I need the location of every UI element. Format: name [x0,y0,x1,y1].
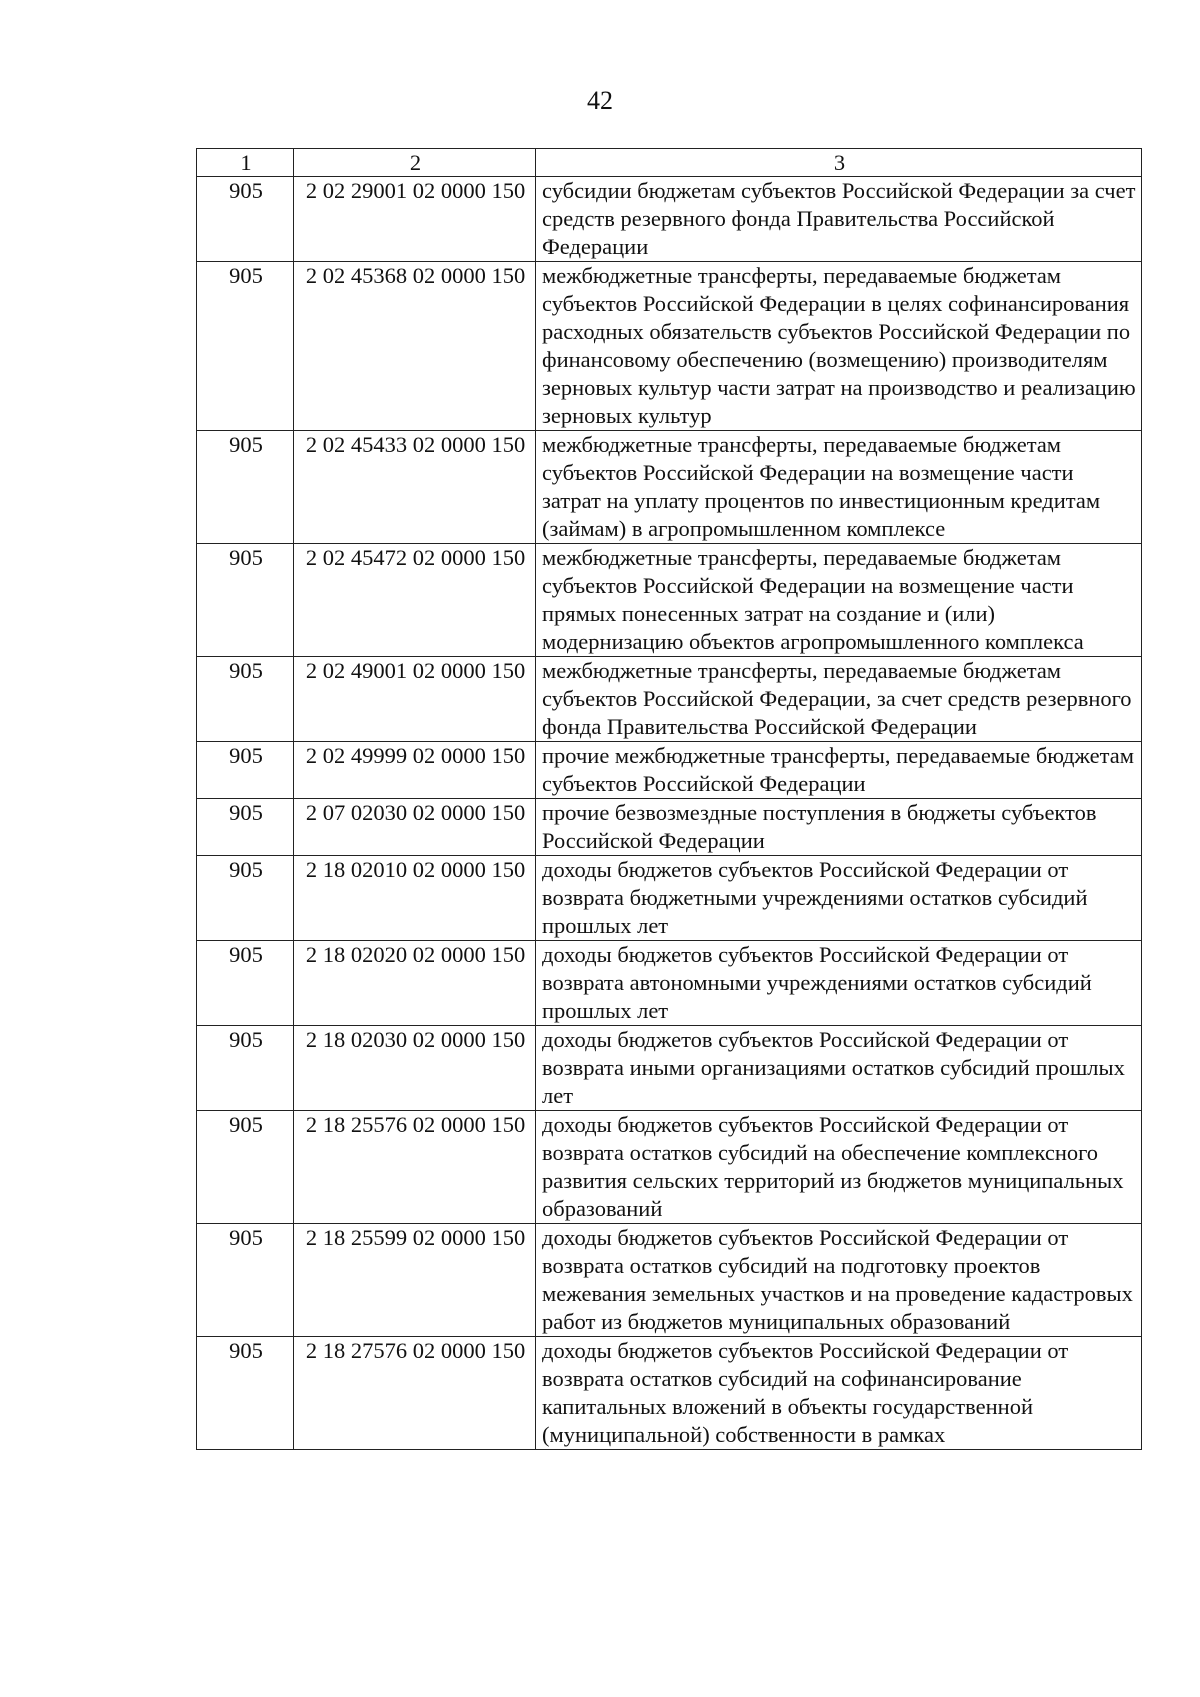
column-header-1: 1 [197,149,294,177]
admin-code-cell: 905 [197,1026,294,1111]
budget-code-cell: 2 18 25599 02 0000 150 [294,1224,536,1337]
admin-code-cell: 905 [197,799,294,856]
table-row [197,799,1142,856]
table-row [197,431,1142,544]
admin-code-cell: 905 [197,657,294,742]
column-header-3: 3 [536,149,1142,177]
admin-code-cell: 905 [197,856,294,941]
admin-code-cell: 905 [197,941,294,1026]
description-cell: доходы бюджетов субъектов Российской Федерации от возврата автономными учреждениями остатков субсидий прошлых лет [536,941,1142,1026]
admin-code-cell: 905 [197,1337,294,1450]
revenue-codes-table [196,148,1142,1450]
description-cell: прочие безвозмездные поступления в бюджеты субъектов Российской Федерации [536,799,1142,856]
description-cell: доходы бюджетов субъектов Российской Федерации от возврата остатков субсидий на софинансирование капитальных вложений в объекты государственной (муниципальной) собственности в рамках [536,1337,1142,1450]
table-body [197,177,1142,1450]
table-row [197,544,1142,657]
budget-code-cell: 2 18 02020 02 0000 150 [294,941,536,1026]
table-row [197,1026,1142,1111]
admin-code-cell: 905 [197,431,294,544]
budget-code-cell: 2 07 02030 02 0000 150 [294,799,536,856]
column-header-2: 2 [294,149,536,177]
table-row [197,177,1142,262]
description-cell: доходы бюджетов субъектов Российской Федерации от возврата остатков субсидий на обеспечение комплексного развития сельских территорий из бюджетов муниципальных образований [536,1111,1142,1224]
budget-code-cell: 2 02 49999 02 0000 150 [294,742,536,799]
budget-code-cell: 2 18 25576 02 0000 150 [294,1111,536,1224]
description-cell: межбюджетные трансферты, передаваемые бюджетам субъектов Российской Федерации на возмещение части затрат на уплату процентов по инвестиционным кредитам (займам) в агропромышленном комплексе [536,431,1142,544]
admin-code-cell: 905 [197,1224,294,1337]
table-row [197,657,1142,742]
description-cell: доходы бюджетов субъектов Российской Федерации от возврата бюджетными учреждениями остатков субсидий прошлых лет [536,856,1142,941]
description-cell: межбюджетные трансферты, передаваемые бюджетам субъектов Российской Федерации на возмещение части прямых понесенных затрат на создание и (или) модернизацию объектов агропромышленного комплекса [536,544,1142,657]
budget-code-cell: 2 02 49001 02 0000 150 [294,657,536,742]
budget-code-cell: 2 02 45472 02 0000 150 [294,544,536,657]
description-cell: межбюджетные трансферты, передаваемые бюджетам субъектов Российской Федерации в целях софинансирования расходных обязательств субъектов Российской Федерации по финансовому обеспечению (возмещению) производителям зерновых культур части затрат на производство и реализацию зерновых культур [536,262,1142,431]
budget-code-cell: 2 18 27576 02 0000 150 [294,1337,536,1450]
admin-code-cell: 905 [197,544,294,657]
description-cell: доходы бюджетов субъектов Российской Федерации от возврата иными организациями остатков субсидий прошлых лет [536,1026,1142,1111]
description-cell: межбюджетные трансферты, передаваемые бюджетам субъектов Российской Федерации, за счет средств резервного фонда Правительства Российской Федерации [536,657,1142,742]
page-number: 42 [587,86,613,115]
admin-code-cell: 905 [197,1111,294,1224]
table-row [197,1224,1142,1337]
admin-code-cell: 905 [197,742,294,799]
table-row [197,941,1142,1026]
table-row [197,1337,1142,1450]
table-row [197,856,1142,941]
admin-code-cell: 905 [197,262,294,431]
table-header-row [197,149,1142,177]
table-row [197,742,1142,799]
admin-code-cell: 905 [197,177,294,262]
description-cell: субсидии бюджетам субъектов Российской Федерации за счет средств резервного фонда Правительства Российской Федерации [536,177,1142,262]
description-cell: доходы бюджетов субъектов Российской Федерации от возврата остатков субсидий на подготовку проектов межевания земельных участков и на проведение кадастровых работ из бюджетов муниципальных образований [536,1224,1142,1337]
budget-code-cell: 2 02 29001 02 0000 150 [294,177,536,262]
table-row [197,1111,1142,1224]
budget-code-cell: 2 02 45433 02 0000 150 [294,431,536,544]
table-row [197,262,1142,431]
description-cell: прочие межбюджетные трансферты, передаваемые бюджетам субъектов Российской Федерации [536,742,1142,799]
budget-code-cell: 2 18 02010 02 0000 150 [294,856,536,941]
budget-code-cell: 2 18 02030 02 0000 150 [294,1026,536,1111]
budget-code-cell: 2 02 45368 02 0000 150 [294,262,536,431]
